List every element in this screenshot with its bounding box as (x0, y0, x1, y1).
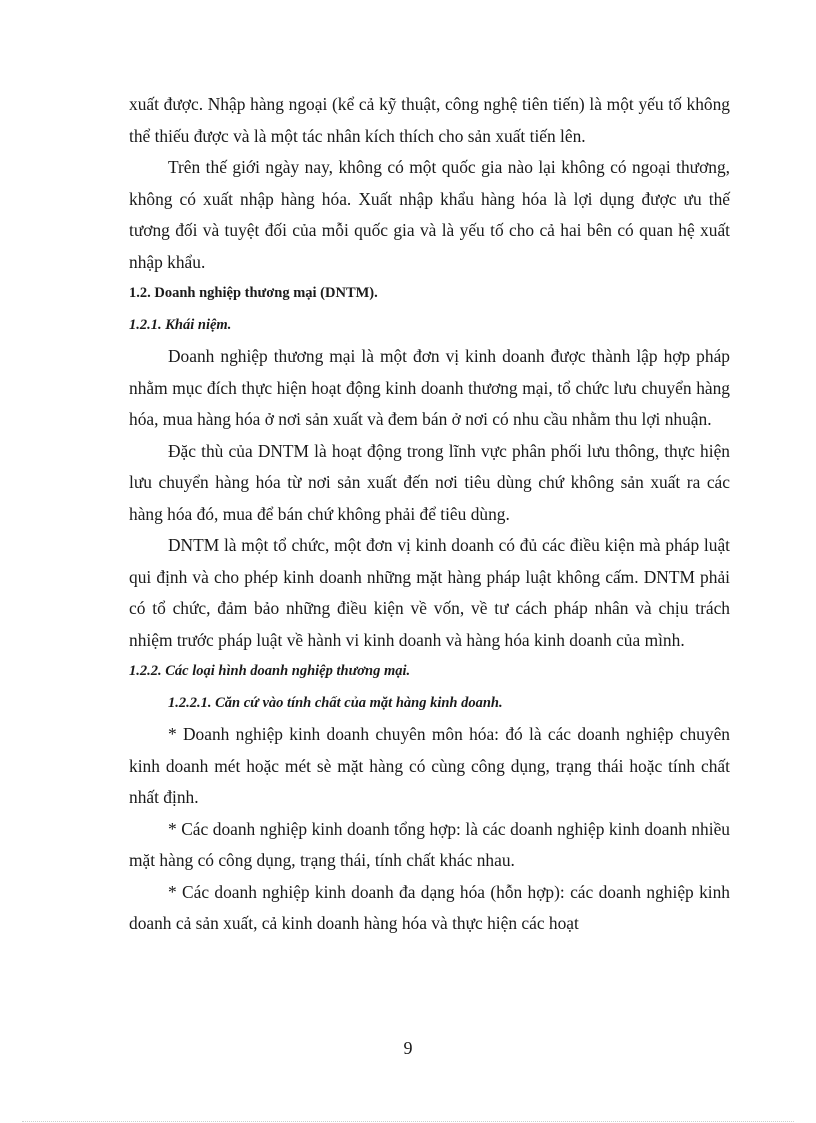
paragraph-specialized-business: * Doanh nghiệp kinh doanh chuyên môn hóa: đó là các doanh nghiệp chuyên kinh doanh mét hoặc mét sè mặt hàng có cùng công dụng, trạng thái hoặc tính chất nhất định. (129, 724, 730, 807)
paragraph-legal-conditions: DNTM là một tổ chức, một đơn vị kinh doanh có đủ các điều kiện mà pháp luật qui định và cho phép kinh doanh những mặt hàng pháp luật không cấm. DNTM phải có tổ chức, đảm bảo những điều kiện về vốn, về tư cách pháp nhân và chịu trách nhiệm trước pháp luật về hành vi kinh doanh và hàng hóa kinh doanh của mình. (129, 535, 730, 650)
paragraph-diversified-business: * Các doanh nghiệp kinh doanh đa dạng hóa (hỗn hợp): các doanh nghiệp kinh doanh cả sản xuất, cả kinh doanh hàng hóa và thực hiện các hoạt (129, 881, 730, 933)
section-heading-1-2-1: 1.2.1. Khái niệm. (129, 316, 232, 333)
paragraph-general-business: * Các doanh nghiệp kinh doanh tổng hợp: là các doanh nghiệp kinh doanh nhiều mặt hàng có công dụng, trạng thái, tính chất khác nhau. (129, 818, 730, 870)
section-heading-1-2-2-1: 1.2.2.1. Căn cứ vào tính chất của mặt hàng kinh doanh. (168, 694, 503, 711)
page-number: 9 (403, 1038, 413, 1058)
footer-dotted-rule (22, 1121, 794, 1122)
section-heading-1-2-2: 1.2.2. Các loại hình doanh nghiệp thương mại. (129, 663, 411, 679)
paragraph-definition: Doanh nghiệp thương mại là một đơn vị kinh doanh được thành lập hợp pháp nhằm mục đích thực hiện hoạt động kinh doanh thương mại, tổ chức lưu chuyển hàng hóa, mua hàng hóa ở nơi sản xuất và đem bán ở nơi có nhu cầu nhằm thu lợi nhuận. (129, 346, 730, 429)
section-heading-1-2: 1.2. Doanh nghiệp thương mại (DNTM). (129, 285, 378, 301)
page-body (129, 89, 730, 940)
paragraph-foreign-trade: Trên thế giới ngày nay, không có một quốc gia nào lại không có ngoại thương, không có xuất nhập hàng hóa. Xuất nhập khẩu hàng hóa là lợi dụng được ưu thế tương đối và tuyệt đối của mỗi quốc gia và là yếu tố cho cả hai bên có quan hệ xuất nhập khẩu. (129, 157, 730, 272)
paragraph-characteristics: Đặc thù của DNTM là hoạt động trong lĩnh vực phân phối lưu thông, thực hiện lưu chuyển hàng hóa từ nơi sản xuất đến nơi tiêu dùng chứ không sản xuất ra các hàng hóa đó, mua để bán chứ không phải để tiêu dùng. (129, 440, 730, 524)
paragraph-continuation: xuất được. Nhập hàng ngoại (kể cả kỹ thuật, công nghệ tiên tiến) là một yếu tố không thể thiếu được và là một tác nhân kích thích cho sản xuất tiến lên. (129, 94, 730, 146)
